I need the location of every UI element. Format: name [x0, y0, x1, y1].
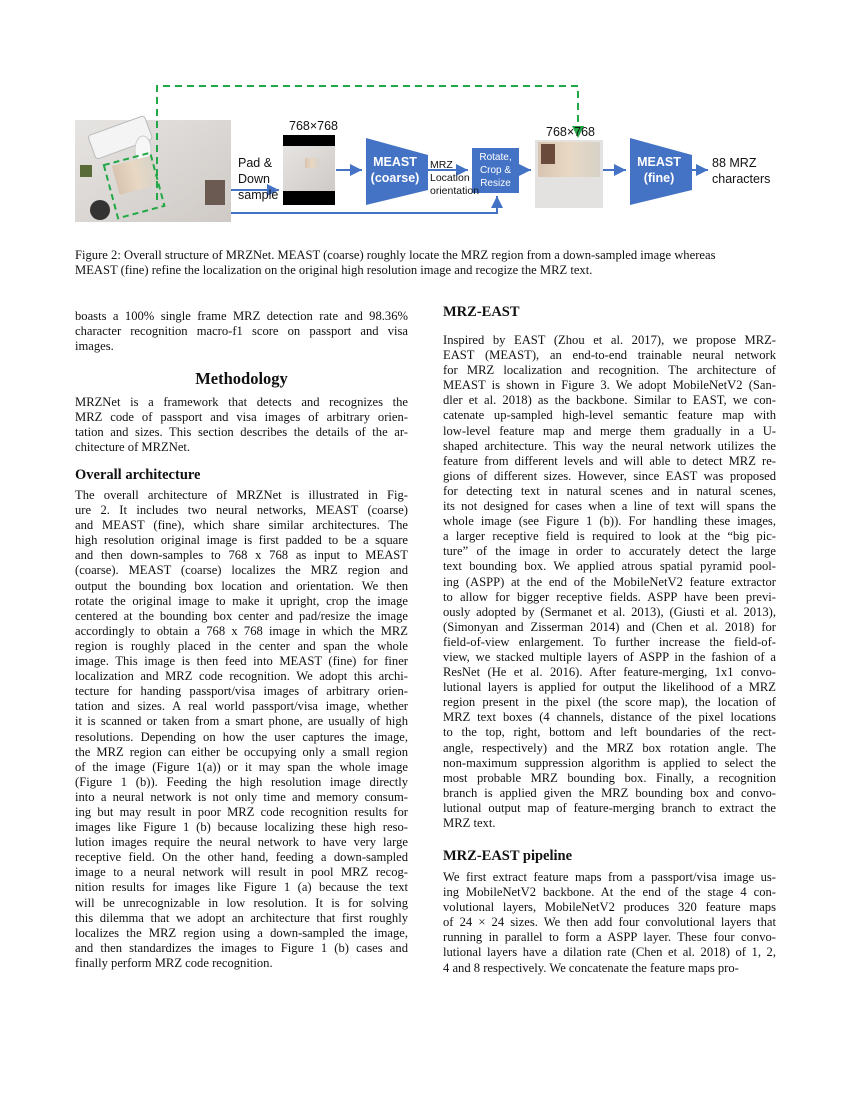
label-line: MRZ: [430, 159, 453, 171]
text-line: tation and sizes. This section describes the details of the ar-: [75, 425, 408, 440]
text-line: (coarse). MEAST (coarse) localizes the MRZ region and: [75, 563, 408, 578]
caption-line: MEAST (fine) refine the localization on the original high resolution image and recogize the MRZ text.: [75, 262, 593, 277]
caption-line: Figure 2: Overall structure of MRZNet. MEAST (coarse) roughly locate the MRZ region from a down-sampled image whereas: [75, 248, 716, 262]
text-line: into a neural network is not only time and memory consum-: [75, 789, 408, 804]
text-line: The overall architecture of MRZNet is illustrated in Fig-: [75, 488, 408, 502]
text-line: images like Figure 1 (b) because localizing these high reso-: [75, 820, 408, 835]
text-line: will be unrecognizable in low resolution. It is for solving: [75, 895, 408, 910]
text-line: (Figure 1 (b)). Feeding the high resolution image directly: [75, 774, 408, 789]
figure-caption: [75, 248, 780, 277]
text-line: angle, respectively) and the MRZ box rotation angle. The: [443, 740, 776, 755]
label-line: orientation: [430, 185, 480, 197]
text-line: boasts a 100% single frame MRZ detection rate and 98.36%: [75, 309, 408, 323]
label-line: 88 MRZ: [712, 156, 757, 170]
text-line: branch is applied given the MRZ bounding box and convo-: [443, 785, 776, 800]
text-line: EAST (MEAST), an end-to-end trainable neural network: [443, 348, 776, 363]
label-line: Rotate,: [479, 152, 512, 163]
text-line: 4 and 8 respectively. We concatenate the feature maps pro-: [443, 960, 739, 975]
size-label-coarse: 768×768: [289, 119, 339, 133]
text-line: nition results for images like Figure 1 (a) because the text: [75, 880, 408, 895]
text-line: high resolution original image is first padded to be a square: [75, 533, 408, 548]
text-line: accordingly to obtain a 768 x 768 image in which the MRZ: [75, 623, 408, 638]
text-line: centered at the bounding box center and pad/resize the image: [75, 608, 408, 623]
text-line: receptive field. On the other hand, feeding a down-sampled: [75, 850, 408, 865]
text-line: of 24 × 24 sizes. We then add four convolutional layers that: [443, 915, 776, 930]
text-line: and MEAST (fine), which share similar architectures. The: [75, 518, 408, 533]
figure-2: [0, 0, 850, 240]
text-line: region present in the pixel (the score map), the location of: [443, 695, 776, 710]
text-line: lutional output map of feature-merging branch to extract the: [443, 800, 776, 815]
text-line: ing but may result in poor MRZ code recognition results for: [75, 804, 408, 819]
text-line: tation and sizes. A real world passport/visa image, whether: [75, 699, 408, 714]
label-line: MEAST: [637, 155, 681, 169]
text-line: MRZNet is a framework that detects and recognizes the: [75, 395, 408, 409]
original-desk-photo: [75, 115, 231, 222]
text-line: running in parallel to form a ASPP layer. These four convo-: [443, 930, 776, 945]
rotate-label: [472, 151, 519, 190]
right-paragraph-1: [443, 333, 776, 831]
text-line: lution images require the neural network to have very large: [75, 835, 408, 850]
text-line: gions of different sizes. However, since EAST was proposed: [443, 468, 776, 483]
text-line: whole image (see Figure 1 (b)). For handling these images,: [443, 514, 776, 529]
left-paragraph-2: [75, 395, 408, 455]
text-line: of the image (Figure 1(a)) or it may span the whole image: [75, 759, 408, 774]
text-line: to allow for bigger receptive fields. ASPP have been previ-: [443, 589, 776, 604]
text-line: ing (ASPP) at the end of the MobileNetV2 feature extractor: [443, 574, 776, 589]
label-line: Resize: [480, 178, 511, 189]
label-line: MEAST: [373, 155, 417, 169]
meast-fine-label: [630, 154, 688, 186]
text-line: catenate up-sampled high-level semantic feature map with: [443, 408, 776, 423]
text-line: MRZ text boxes (4 channels, distance of the pixel locations: [443, 710, 776, 725]
text-line: output the bounding box location and orientation. We then: [75, 578, 408, 593]
text-line: text bounding box. We applied atrous spatial pyramid pool-: [443, 559, 776, 574]
label-line: characters: [712, 172, 771, 186]
text-line: images.: [75, 339, 114, 354]
text-line: character recognition macro-f1 score on passport and visa: [75, 324, 408, 339]
text-line: MEAST is shown in Figure 3. We adopt MobileNetV2 (San-: [443, 378, 776, 393]
text-line: MRZ text.: [443, 816, 496, 830]
subsection-heading-mrz-east: MRZ-EAST: [443, 304, 520, 320]
text-line: view, we stacked multiple layers of ASPP in the fashion of a: [443, 649, 776, 664]
meast-coarse-label: [366, 154, 424, 186]
subsection-heading-pipeline: MRZ-EAST pipeline: [443, 848, 573, 864]
text-line: ure 2. It includes two neural networks, MEAST (coarse): [75, 503, 408, 518]
text-line: tecture for handing passport/visa images of arbitrary orien-: [75, 684, 408, 699]
label-line: Crop &: [479, 165, 512, 176]
text-line: ture” of the image in order to accurately detect the large: [443, 544, 776, 559]
text-line: localization and MRZ code recognition. We adopt this archi-: [75, 669, 408, 684]
text-line: ResNet (He et al. 2016). After feature-merging, 1x1 convo-: [443, 665, 776, 680]
text-line: (Simonyan and Zisserman 2014) and (Chen et al. 2018) for: [443, 619, 776, 634]
text-line: Inspired by EAST (Zhou et al. 2017), we propose MRZ-: [443, 333, 776, 347]
text-line: ously adopted by (Sermanet et al. 2013), (Giusti et al. 2013),: [443, 604, 776, 619]
left-paragraph-1: [75, 309, 408, 354]
text-line: finally perform MRZ code recognition.: [75, 955, 273, 970]
figure-diagram: [0, 0, 850, 240]
text-line: this dilemma that we adopt an architecture that first roughly: [75, 910, 408, 925]
text-line: localizes the MRZ region using a down-sampled the image,: [75, 925, 408, 940]
text-line: field-of-view enlargement. To further increase the field-of-: [443, 634, 776, 649]
text-line: low-level feature map and merge them gradually in a U-: [443, 423, 776, 438]
text-line: image to a neural network will result in pool MRZ recog-: [75, 865, 408, 880]
left-paragraph-3: [75, 488, 408, 971]
text-line: the MRZ region can either be occupying only a small region: [75, 744, 408, 759]
text-line: non-maximum suppression algorithm is applied to select the: [443, 755, 776, 770]
label-line: (fine): [643, 171, 675, 185]
text-line: for MRZ localization and recognition. The architecture of: [443, 363, 776, 378]
text-line: a larger receptive field is required to look at the “big pic-: [443, 529, 776, 544]
text-line: resolutions. Depending on how the user captures the image,: [75, 729, 408, 744]
section-heading-methodology: Methodology: [195, 369, 288, 388]
text-line: its not designed for cases when a line of text will spans the: [443, 499, 776, 514]
label-line: (coarse): [370, 171, 420, 185]
label-line: Location: [430, 172, 470, 184]
text-line: most probable MRZ bounding box. Finally, a recognition: [443, 770, 776, 785]
text-line: MRZ code of passport and visa images of arbitrary orien-: [75, 410, 408, 425]
text-line: and then down-samples to 768 x 768 as input to MEAST: [75, 548, 408, 563]
right-paragraph-2: [443, 870, 776, 976]
label-line: Pad &: [238, 156, 273, 170]
text-line: it is scanned or taken from a smart phone, are usually of high: [75, 714, 408, 729]
downsampled-image: [283, 135, 335, 205]
label-line: sample: [238, 188, 279, 202]
text-line: chitecture of MRZNet.: [75, 440, 191, 455]
text-line: lutional layers is applied for output the likelihood of a MRZ: [443, 680, 776, 695]
text-line: dler et al. 2018) as the backbone. Similar to EAST, we con-: [443, 393, 776, 408]
text-line: region is roughly placed in the center and span the whole: [75, 638, 408, 653]
pad-downsample-label: [238, 155, 278, 203]
text-line: image. This image is then feed into MEAST (fine) for finer: [75, 654, 408, 669]
text-line: shaped architecture. This way the neural network utilizes the: [443, 438, 776, 453]
text-line: and then standardizes the images to Figure 1 (b) cases and: [75, 940, 408, 955]
text-line: We first extract feature maps from a passport/visa image us-: [443, 870, 776, 884]
text-line: to the top, right, bottom and left boundaries of the rect-: [443, 725, 776, 740]
size-label-fine: 768×768: [546, 125, 596, 139]
text-line: rotate the original image to make it upright, crop the image: [75, 593, 408, 608]
text-line: volutional layers, MobileNetV2 produces 320 feature maps: [443, 900, 776, 915]
text-line: feature from different levels and will able to detect MRZ re-: [443, 453, 776, 468]
output-label: [712, 155, 770, 187]
label-line: Down: [238, 172, 270, 186]
cropped-passport-image: [535, 140, 603, 208]
text-line: ing MobileNetV2 backbone. At the end of the stage 4 con-: [443, 885, 776, 900]
text-line: lutional layers have a dilation rate (Chen et al. 2018) of 1, 2,: [443, 945, 776, 960]
text-line: for detecting text in natural scenes and in natural scenes,: [443, 483, 776, 498]
subsection-heading-overall-architecture: Overall architecture: [75, 467, 201, 483]
